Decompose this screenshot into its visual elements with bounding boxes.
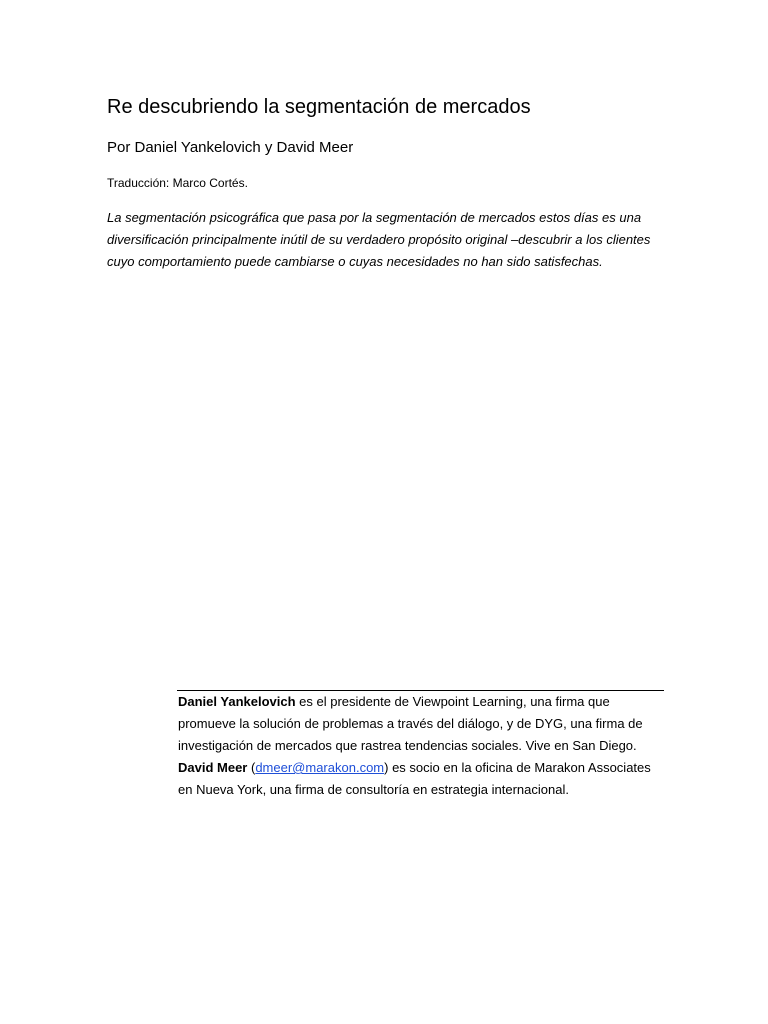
article-byline: Por Daniel Yankelovich y David Meer — [107, 139, 354, 156]
article-abstract: La segmentación psicográfica que pasa por la segmentación de mercados estos días es una diversificación principalmente inútil de su verdadero propósito original –descubrir a los clientes cuyo comportamiento puede cambiarse o cuyas necesidades no han sido satisfechas. — [107, 210, 651, 269]
email-open-paren: ( — [247, 760, 256, 775]
translation-credit: Traducción: Marco Cortés. — [107, 176, 248, 190]
article-title: Re descubriendo la segmentación de mercados — [107, 96, 531, 118]
author2-email-link[interactable]: dmeer@marakon.com — [255, 760, 385, 775]
author1-name: Daniel Yankelovich — [178, 694, 296, 709]
author1-bio: es el presidente de Viewpoint Learning, una firma que promueve la solución de problemas a través del diálogo, y de DYG, una firma de investigación de mercados que rastrea tendencias sociales. Vive en San Diego. — [178, 694, 643, 753]
author2-name: David Meer — [178, 760, 248, 775]
author-footnote — [178, 691, 664, 801]
author2-bio: ) es socio en la oficina de Marakon Associates en Nueva York, una firma de consultoría en estrategia internacional. — [178, 760, 651, 797]
